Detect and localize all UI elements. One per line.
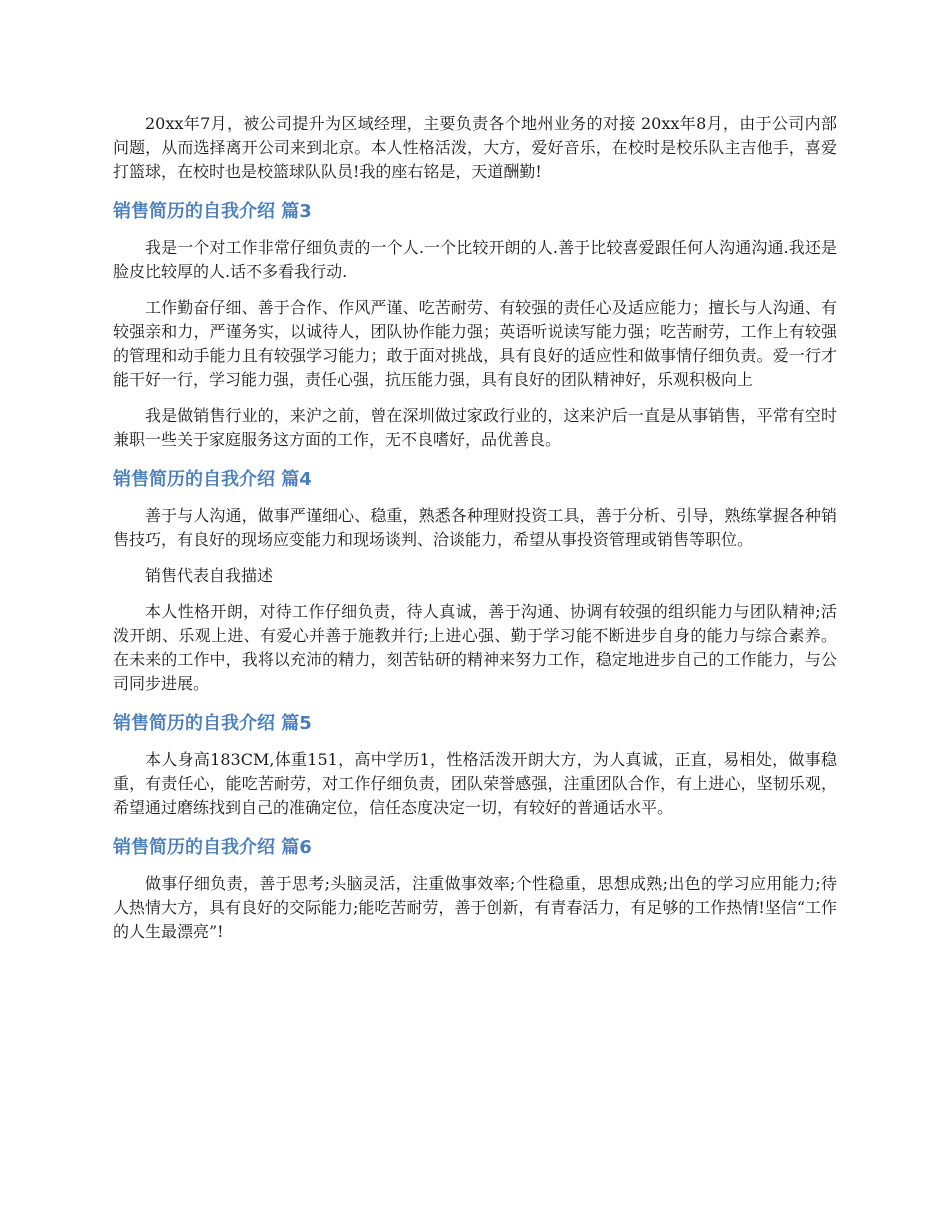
paragraph-4-2: 本人性格开朗，对待工作仔细负责，待人真诚，善于沟通、协调有较强的组织能力与团队精神;活泼开朗、乐观上进、有爱心并善于施教并行;上进心强、勤于学习能不断进步自身的能力与综合素养。在未来的工作中，我将以充沛的精力，刻苦钻研的精神来努力工作，稳定地进步自己的工作能力，与公司同步进展。 — [113, 602, 837, 693]
section-heading-5: 销售简历的自我介绍 篇5 — [113, 713, 312, 734]
paragraph-5-1: 本人身高183CM,体重151，高中学历1，性格活泼开朗大方，为人真诚，正直，易相处，做事稳重，有责任心，能吃苦耐劳，对工作仔细负责，团队荣誉感强，注重团队合作，有上进心，坚韧乐观，希望通过磨练找到自己的准确定位，信任态度决定一切，有较好的普通话水平。 — [113, 750, 837, 817]
section-heading-3: 销售简历的自我介绍 篇3 — [113, 201, 312, 222]
paragraph-3-3: 我是做销售行业的，来沪之前，曾在深圳做过家政行业的，这来沪后一直是从事销售，平常有空时兼职一些关于家庭服务这方面的工作，无不良嗜好，品优善良。 — [113, 406, 837, 449]
paragraph-intro-2: 20xx年7月，被公司提升为区域经理，主要负责各个地州业务的对接 20xx年8月，由于公司内部问题，从而选择离开公司来到北京。本人性格活泼，大方，爱好音乐，在校时是校乐队主吉他手，喜爱打篮球，在校时也是校篮球队队员!我的座右铭是，天道酬勤! — [113, 114, 837, 181]
paragraph-6-1: 做事仔细负责，善于思考;头脑灵活，注重做事效率;个性稳重，思想成熟;出色的学习应用能力;待人热情大方，具有良好的交际能力;能吃苦耐劳，善于创新，有青春活力，有足够的工作热情!坚信“工作的人生最漂亮”! — [113, 874, 838, 941]
section-heading-6: 销售简历的自我介绍 篇6 — [113, 837, 312, 858]
paragraph-4-subtitle: 销售代表自我描述 — [145, 566, 274, 585]
document-page — [113, 112, 837, 956]
paragraph-4-1: 善于与人沟通，做事严谨细心、稳重，熟悉各种理财投资工具，善于分析、引导，熟练掌握各种销售技巧，有良好的现场应变能力和现场谈判、洽谈能力，希望从事投资管理或销售等职位。 — [113, 506, 837, 549]
paragraph-3-1: 我是一个对工作非常仔细负责的一个人.一个比较开朗的人.善于比较喜爱跟任何人沟通沟通.我还是脸皮比较厚的人.话不多看我行动. — [113, 238, 837, 281]
section-heading-4: 销售简历的自我介绍 篇4 — [113, 469, 312, 490]
paragraph-3-2: 工作勤奋仔细、善于合作、作风严谨、吃苦耐劳、有较强的责任心及适应能力；擅长与人沟通、有较强亲和力，严谨务实，以诚待人，团队协作能力强；英语听说读写能力强；吃苦耐劳，工作上有较强的管理和动手能力且有较强学习能力；敢于面对挑战，具有良好的适应性和做事情仔细负责。爱一行才能干好一行，学习能力强，责任心强，抗压能力强，具有良好的团队精神好，乐观积极向上 — [113, 298, 837, 389]
